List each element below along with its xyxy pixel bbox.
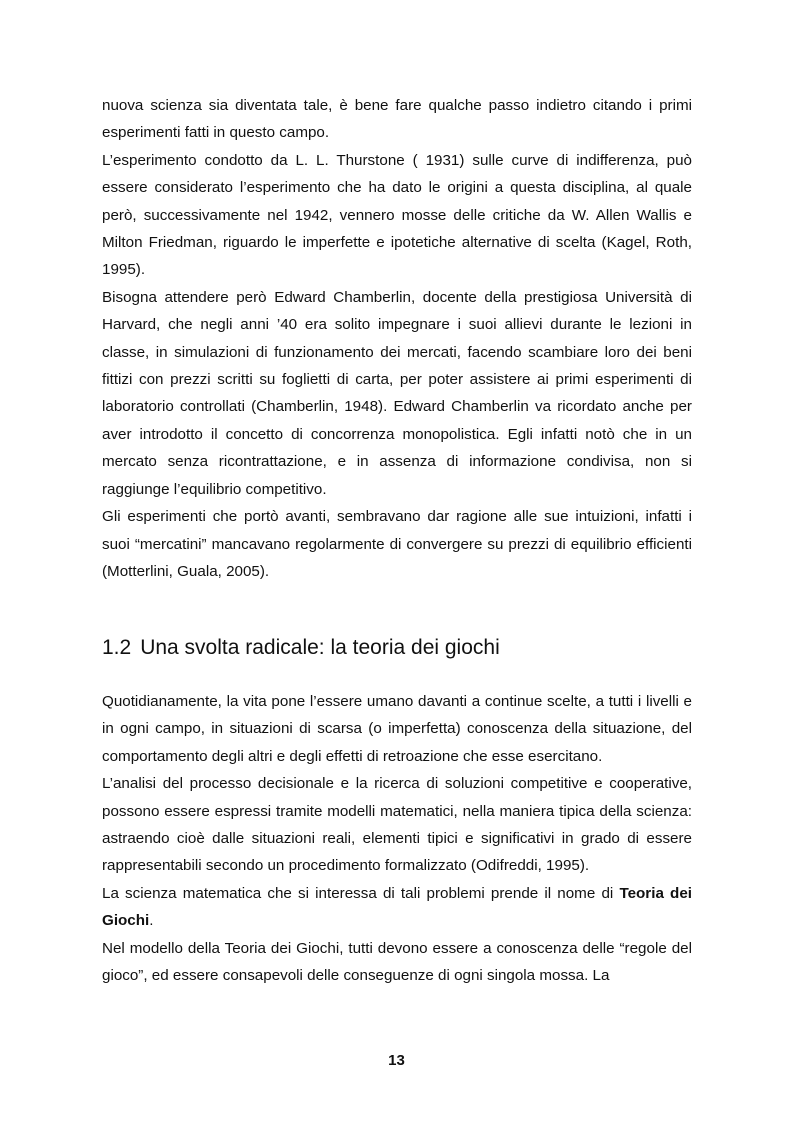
- section-2-body: [102, 688, 692, 989]
- paragraph: Nel modello della Teoria dei Giochi, tutti devono essere a conoscenza delle “regole del gioco”, ed essere consapevoli delle conseguenze di ogni singola mossa. La: [102, 939, 692, 985]
- paragraph: [102, 880, 692, 935]
- paragraph: L’analisi del processo decisionale e la ricerca di soluzioni competitive e cooperative, possono essere espressi tramite modelli matematici, nella maniera tipica della scienza: astraendo cioè dalle situazioni reali, elementi tipici e significativi in grado di essere rappresentabili secondo un procedimento formalizzato (Odifreddi, 1995).: [102, 775, 692, 875]
- section-title: Una svolta radicale: la teoria dei giochi: [140, 636, 500, 659]
- paragraph: L’esperimento condotto da L. L. Thurstone ( 1931) sulle curve di indifferenza, può essere considerato l’esperimento che ha dato le origini a questa disciplina, al quale però, successivamente nel 1942, vennero mosse delle critiche da W. Allen Wallis e Milton Friedman, riguardo le imperfette e ipotetiche alternative di scelta (Kagel, Roth, 1995).: [102, 151, 692, 279]
- paragraph: Gli esperimenti che portò avanti, sembravano dar ragione alle sue intuizioni, infatti i suoi “mercatini” mancavano regolarmente di convergere su prezzi di equilibrio efficienti (Motterlini, Guala, 2005).: [102, 508, 692, 580]
- section-number: 1.2: [102, 636, 132, 659]
- paragraph: Quotidianamente, la vita pone l’essere umano davanti a continue scelte, a tutti i livelli e in ogni campo, in situazioni di scarsa (o imperfetta) conoscenza della situazione, del comportamento degli altri e degli effetti di retroazione che esse esercitano.: [102, 693, 692, 765]
- paragraph: Bisogna attendere però Edward Chamberlin, docente della prestigiosa Università di Harvard, che negli anni ’40 era solito impegnare i suoi allievi durante le lezioni in classe, in simulazioni di funzionamento dei mercati, facendo scambiare loro dei beni fittizi con prezzi scritti su foglietti di carta, per poter assistere ai primi esperimenti di laboratorio controllati (Chamberlin, 1948). Edward Chamberlin va ricordato anche per aver introdotto il concetto di concorrenza monopolistica. Egli infatti notò che in un mercato senza ricontrattazione, e in assenza di informazione condivisa, non si raggiunge l’equilibrio competitivo.: [102, 288, 692, 498]
- paragraph-text: .: [149, 912, 154, 930]
- section-heading: [102, 636, 500, 660]
- bold-term: Teoria dei Giochi: [102, 884, 692, 930]
- paragraph-text: La scienza matematica che si interessa di tali problemi prende il nome di: [102, 884, 620, 902]
- paragraph: nuova scienza sia diventata tale, è bene fare qualche passo indietro citando i primi esperimenti fatti in questo campo.: [102, 97, 692, 142]
- section-1-body: [102, 92, 692, 585]
- page-number: 13: [388, 1052, 405, 1069]
